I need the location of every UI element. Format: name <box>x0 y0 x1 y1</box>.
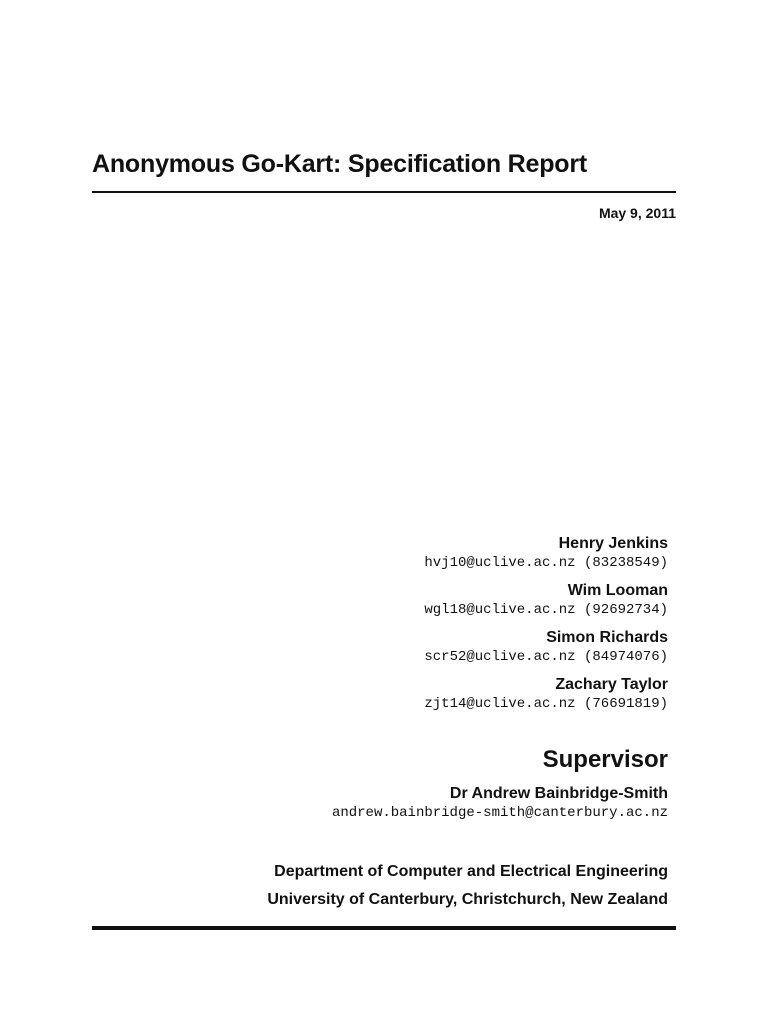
bottom-rule <box>92 926 676 930</box>
report-title: Anonymous Go-Kart: Specification Report <box>92 150 588 178</box>
author-email: wgl18@uclive.ac.nz (92692734) <box>424 602 668 618</box>
supervisor-section <box>332 744 668 831</box>
author-email: hvj10@uclive.ac.nz (83238549) <box>424 555 668 571</box>
report-date: May 9, 2011 <box>598 205 676 221</box>
author-name: Wim Looman <box>567 582 668 599</box>
author-entry <box>424 675 668 713</box>
author-list <box>424 534 668 722</box>
title-rule <box>92 191 676 193</box>
university-name: University of Canterbury, Christchurch, New Zealand <box>267 891 668 908</box>
department-name: Department of Computer and Electrical Engineering <box>274 863 668 880</box>
author-email: scr52@uclive.ac.nz (84974076) <box>424 649 668 665</box>
author-name: Simon Richards <box>546 629 668 646</box>
author-entry <box>424 628 668 666</box>
author-entry <box>424 534 668 572</box>
author-email: zjt14@uclive.ac.nz (76691819) <box>424 696 668 712</box>
author-name: Henry Jenkins <box>558 535 668 552</box>
department-block <box>267 858 668 914</box>
supervisor-heading: Supervisor <box>542 746 668 773</box>
author-entry <box>424 581 668 619</box>
author-name: Zachary Taylor <box>555 676 668 693</box>
supervisor-email: andrew.bainbridge-smith@canterbury.ac.nz <box>331 805 668 821</box>
supervisor-name: Dr Andrew Bainbridge-Smith <box>449 785 668 802</box>
